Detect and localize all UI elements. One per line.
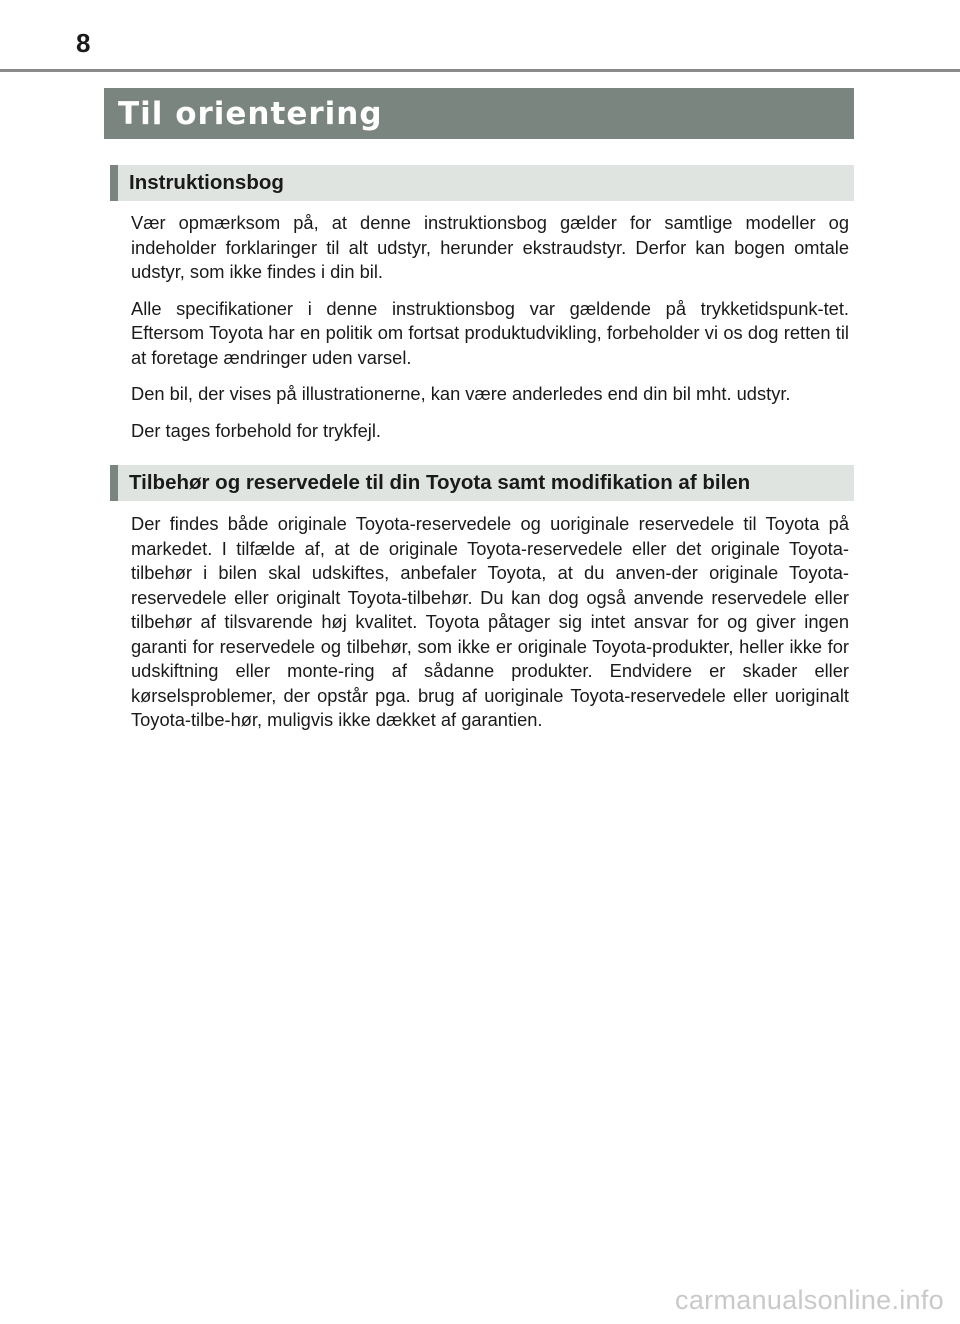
watermark: carmanualsonline.info — [675, 1285, 944, 1315]
section-title: Tilbehør og reservedele til din Toyota samt modifikation af bilen — [129, 471, 751, 494]
section-title: Instruktionsbog — [129, 171, 284, 194]
section-header-tilbehoer — [110, 465, 854, 501]
paragraph: Vær opmærksom på, at denne instruktionsbog gælder for samtlige modeller og indeholder forklaringer til alt udstyr, herunder ekstraudstyr. Derfor kan bogen omtale udstyr, som ikke findes i din bil. — [131, 212, 849, 282]
chapter-title: Til orientering — [118, 95, 383, 132]
section-body-instruktionsbog — [131, 211, 849, 455]
paragraph: Der tages forbehold for trykfejl. — [131, 419, 381, 441]
section-header-instruktionsbog — [110, 165, 854, 201]
paragraph: Alle specifikationer i denne instruktionsbog var gældende på trykketidspunk-tet. Eftersom Toyota har en politik om fortsat produktudvikling, forbeholder vi os dog retten til at foretage ændringer uden varsel. — [131, 297, 849, 368]
paragraph: Den bil, der vises på illustrationerne, kan være anderledes end din bil mht. udstyr. — [131, 383, 791, 404]
chapter-banner — [104, 88, 854, 139]
section-body-tilbehoer — [131, 512, 849, 745]
paragraph: Der findes både originale Toyota-reservedele og uoriginale reservedele til Toyota på markedet. I tilfælde af, at de originale Toyota-reservedele eller det originale Toyota-tilbehør i bilen skal udskiftes, anbefaler Toyota, at du anven-der originale Toyota-reservedele eller originalt Toyota-tilbehør. Du kan dog også anvende reservedele eller tilbehør af tilsvarende høj kvalitet. Toyota påtager sig intet ansvar for og giver ingen garanti for reservedele og tilbehør, som ikke er originale Toyota-produkter, heller ikke for udskiftning eller monte-ring af sådanne produkter. Endvidere er skader eller kørselsproblemer, der opstår pga. brug af uoriginale Toyota-reservedele eller uoriginalt Toyota-tilbe-hør, muligvis ikke dækket af garantien. — [131, 513, 849, 730]
header-rule — [0, 69, 960, 72]
page-number: 8 — [76, 28, 91, 58]
